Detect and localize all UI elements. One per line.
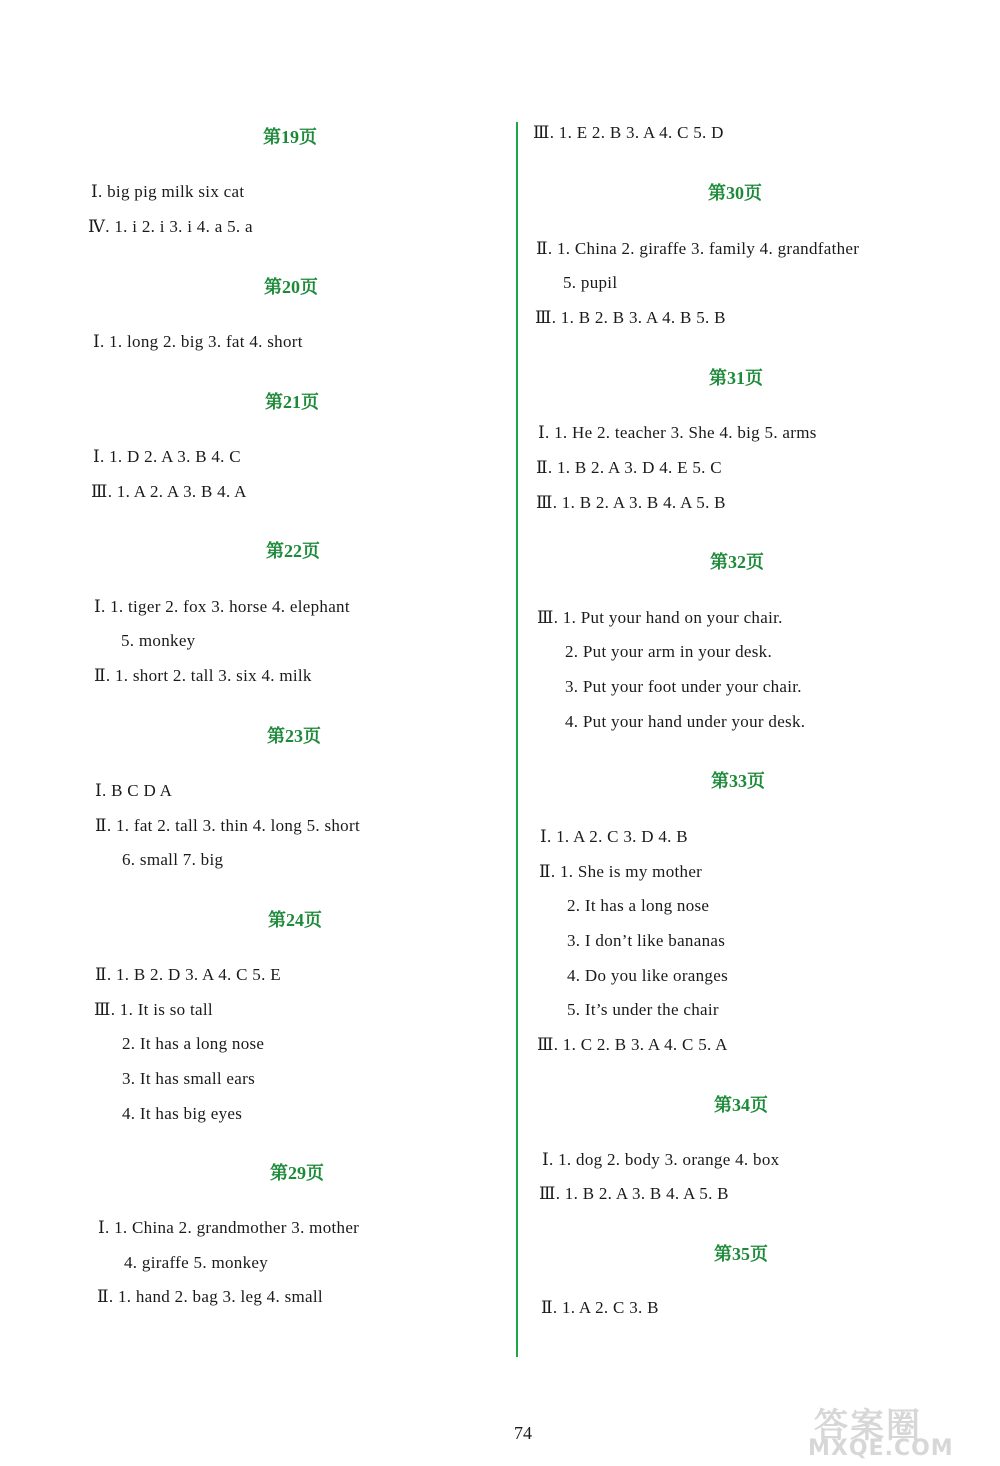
answer-line: Ⅰ. 1. China 2. grandmother 3. mother [98, 1218, 360, 1237]
answer-line: Ⅲ. 1. B 2. A 3. B 4. A 5. B [536, 493, 726, 512]
answer-line: Ⅲ. 1. Put your hand on your chair. [537, 608, 783, 627]
answer-line: 5. It’s under the chair [567, 1000, 719, 1019]
section-heading-p30: 第30页 [708, 183, 762, 203]
answer-line: Ⅱ. 1. short 2. tall 3. six 4. milk [94, 666, 312, 685]
answer-line: Ⅳ. 1. i 2. i 3. i 4. a 5. a [88, 217, 253, 236]
answer-line: Ⅰ. 1. He 2. teacher 3. She 4. big 5. arms [538, 423, 817, 442]
answer-line: Ⅲ. 1. C 2. B 3. A 4. C 5. A [537, 1035, 728, 1054]
answer-line: Ⅲ. 1. A 2. A 3. B 4. A [91, 482, 247, 501]
answer-line: Ⅰ. 1. A 2. C 3. D 4. B [540, 827, 688, 846]
answer-line: 4. It has big eyes [122, 1104, 243, 1123]
answer-line: 4. Put your hand under your desk. [565, 712, 806, 731]
section-heading-p21: 第21页 [265, 392, 319, 412]
section-heading-p19: 第19页 [263, 127, 317, 147]
answer-line: Ⅲ. 1. It is so tall [94, 1000, 213, 1019]
answer-line: Ⅰ. 1. long 2. big 3. fat 4. short [93, 332, 303, 351]
answer-line: 3. It has small ears [122, 1069, 255, 1088]
section-heading-p24: 第24页 [268, 910, 322, 930]
answer-line: 4. giraffe 5. monkey [124, 1253, 269, 1272]
section-heading-p29: 第29页 [270, 1163, 324, 1183]
section-heading-p20: 第20页 [264, 277, 318, 297]
answer-line: Ⅱ. 1. She is my mother [539, 862, 703, 881]
watermark-url: MXQE.COM [808, 1436, 954, 1461]
page-number: 74 [514, 1423, 532, 1443]
answer-line: Ⅰ. 1. dog 2. body 3. orange 4. box [542, 1150, 780, 1169]
section-heading-p23: 第23页 [267, 726, 321, 746]
answer-line: Ⅰ. big pig milk six cat [91, 182, 245, 201]
answer-line: Ⅲ. 1. E 2. B 3. A 4. C 5. D [533, 123, 724, 142]
answer-line: Ⅰ. 1. D 2. A 3. B 4. C [93, 447, 241, 466]
answer-line: Ⅰ. B C D A [95, 781, 173, 800]
answer-line: 2. It has a long nose [567, 896, 710, 915]
column-divider [516, 122, 518, 1357]
answer-line: 4. Do you like oranges [567, 966, 728, 985]
answer-line: Ⅱ. 1. B 2. A 3. D 4. E 5. C [536, 458, 722, 477]
answer-line: Ⅱ. 1. B 2. D 3. A 4. C 5. E [95, 965, 281, 984]
answer-line: 3. Put your foot under your chair. [565, 677, 802, 696]
section-heading-p31: 第31页 [709, 368, 763, 388]
answer-line: Ⅲ. 1. B 2. A 3. B 4. A 5. B [539, 1184, 729, 1203]
answer-line: Ⅲ. 1. B 2. B 3. A 4. B 5. B [535, 308, 726, 327]
section-heading-p22: 第22页 [266, 541, 320, 561]
watermark-title: 答案圈 [814, 1406, 922, 1446]
answer-line: Ⅱ. 1. hand 2. bag 3. leg 4. small [97, 1287, 323, 1306]
section-heading-p33: 第33页 [711, 771, 765, 791]
answer-line: Ⅱ. 1. China 2. giraffe 3. family 4. grandfather [536, 239, 860, 258]
watermark-logo [808, 1398, 996, 1462]
answer-line: 6. small 7. big [122, 850, 224, 869]
answer-line: 3. I don’t like bananas [567, 931, 726, 950]
answer-line: 5. pupil [563, 273, 618, 292]
answer-line: 2. It has a long nose [122, 1034, 265, 1053]
answer-line: Ⅱ. 1. A 2. C 3. B [541, 1298, 659, 1317]
answer-line: 2. Put your arm in your desk. [565, 642, 773, 661]
answer-line: Ⅰ. 1. tiger 2. fox 3. horse 4. elephant [94, 597, 350, 616]
section-heading-p32: 第32页 [710, 552, 764, 572]
section-heading-p35: 第35页 [714, 1244, 768, 1264]
section-heading-p34: 第34页 [714, 1095, 768, 1115]
answer-line: 5. monkey [121, 631, 196, 650]
answer-line: Ⅱ. 1. fat 2. tall 3. thin 4. long 5. short [95, 816, 360, 835]
